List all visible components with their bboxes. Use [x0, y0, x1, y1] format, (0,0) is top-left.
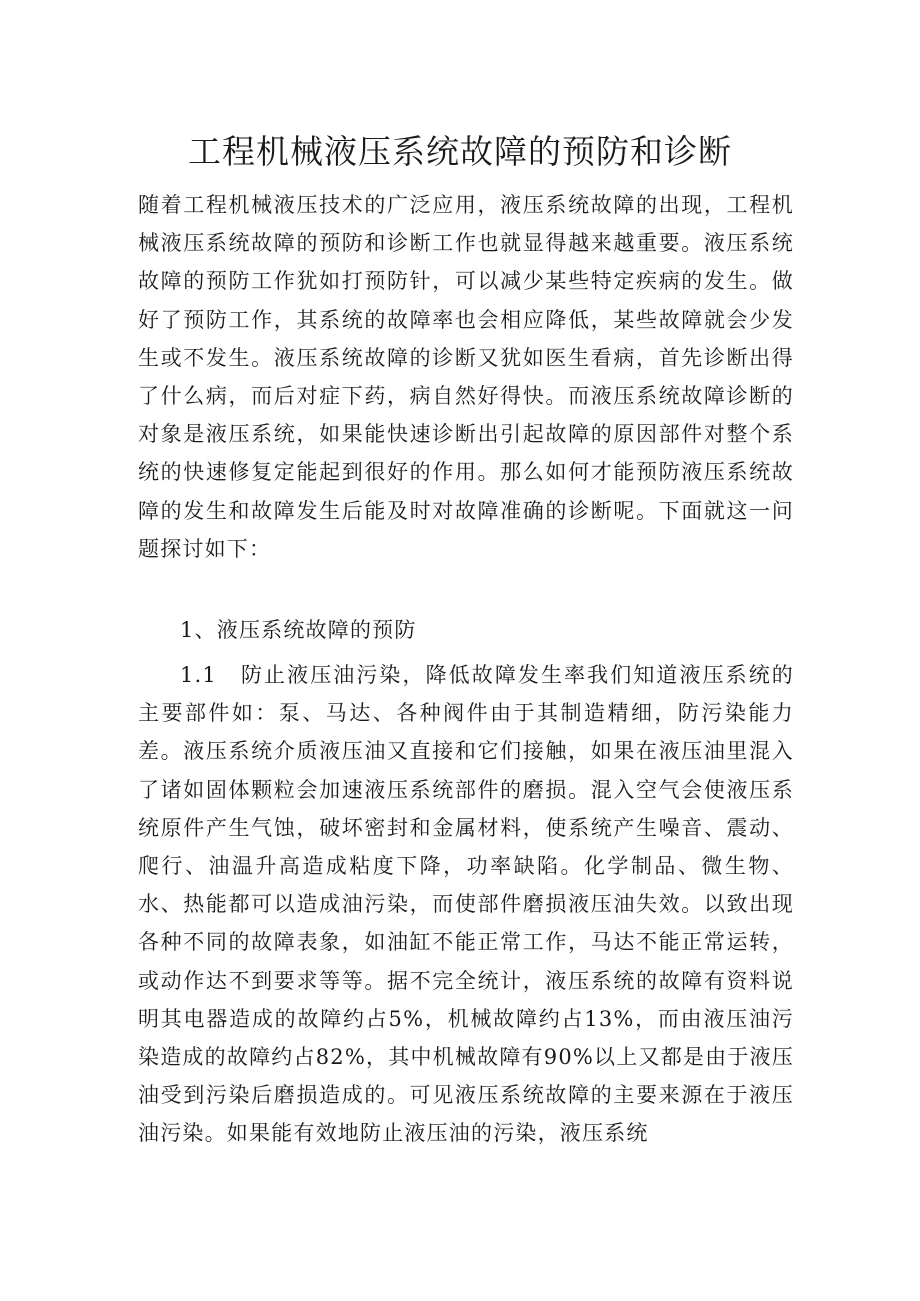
- document-title: 工程机械液压系统故障的预防和诊断: [188, 132, 732, 171]
- intro-paragraph: 随着工程机械液压技术的广泛应用，液压系统故障的出现，工程机械液压系统故障的预防和诊断工作也就显得越来越重要。液压系统故障的预防工作犹如打预防针，可以减少某些特定疾病的发生。做好了预防工作，其系统的故障率也会相应降低，某些故障就会少发生或不发生。液压系统故障的诊断又犹如医生看病，首先诊断出得了什么病，而后对症下药，病自然好得快。而液压系统故障诊断的对象是液压系统，如果能快速诊断出引起故障的原因部件对整个系统的快速修复定能起到很好的作用。那么如何才能预防液压系统故障的发生和故障发生后能及时对故障准确的诊断呢。下面就这一问题探讨如下：: [138, 193, 794, 561]
- section-heading-1: 1、液压系统故障的预防: [180, 618, 417, 642]
- section-1-1-paragraph: 1.1 防止液压油污染，降低故障发生率我们知道液压系统的主要部件如：泵、马达、各种阀件由于其制造精细，防污染能力差。液压系统介质液压油又直接和它们接触，如果在液压油里混入了诸如固体颗粒会加速液压系统部件的磨损。混入空气会使液压系统原件产生气蚀，破坏密封和金属材料，使系统产生噪音、震动、爬行、油温升高造成粘度下降，功率缺陷。化学制品、微生物、水、热能都可以造成油污染，而使部件磨损液压油失效。以致出现各种不同的故障表象，如油缸不能正常工作，马达不能正常运转，或动作达不到要求等等。据不完全统计，液压系统的故障有资料说明其电器造成的故障约占5%，机械故障约占13%，而由液压油污染造成的故障约占82%，其中机械故障有90%以上又都是由于液压油受到污染后磨损造成的。可见液压系统故障的主要来源在于液压油污染。如果能有效地防止液压油的污染，液压系统: [138, 663, 794, 1146]
